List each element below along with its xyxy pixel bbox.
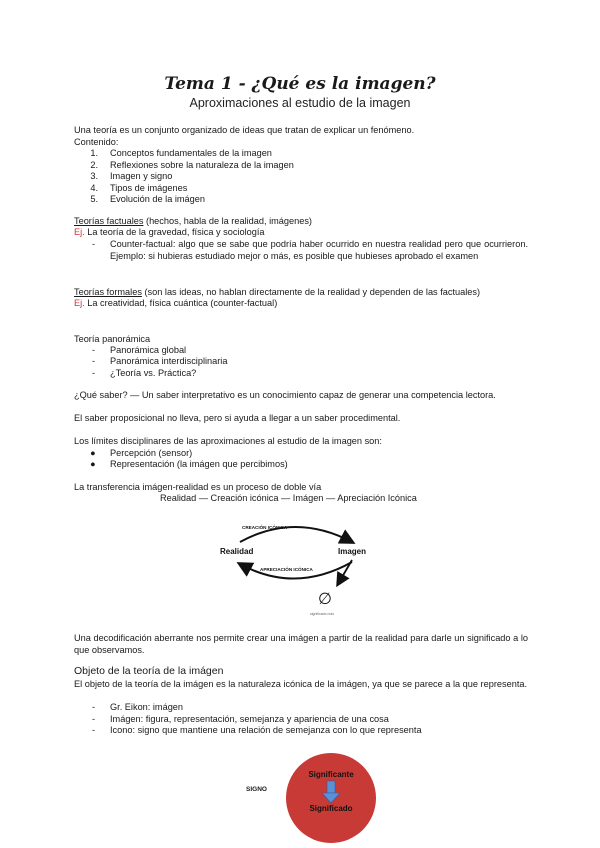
list-item: Icono: signo que mantiene una relación de semejanza con lo que representa — [110, 725, 422, 735]
dash-bullet: - — [92, 702, 96, 712]
null-arrow — [338, 560, 352, 584]
transfer-chain: Realidad — Creación icónica — Imágen — Apreciación Icónica — [160, 493, 417, 503]
sign-diagram — [285, 752, 377, 844]
signifier-label: Significante — [308, 770, 354, 779]
top-arc-label: CREACIÓN ICÓNICA — [242, 525, 288, 530]
formal-heading-line — [74, 287, 480, 299]
transfer-line: La transferencia imágen-realidad es un proceso de doble vía — [74, 482, 322, 492]
list-item: Representación (la imágen que percibimos) — [110, 459, 288, 469]
factual-desc: (hechos, habla de la realidad, imágenes) — [143, 216, 312, 226]
object-text: El objeto de la teoría de la imágen es la naturaleza icónica de la imágen, ya que se parece a la que representa. — [74, 679, 528, 689]
signified-label: Significado — [309, 804, 353, 813]
list-item: Panorámica interdisciplinaria — [110, 356, 228, 366]
list-item: Percepción (sensor) — [110, 448, 193, 458]
page-subtitle: Aproximaciones al estudio de la imagen — [189, 96, 411, 110]
bottom-arc-label: APRECIACIÓN ICÓNICA — [260, 567, 313, 572]
formal-example-text: La creatividad, física cuántica (counter-factual) — [84, 298, 278, 308]
list-number: 2. — [90, 160, 98, 170]
factual-heading: Teorías factuales — [74, 216, 144, 226]
diagram-right-node: Imagen — [338, 547, 367, 556]
list-item: Panorámica global — [110, 345, 187, 355]
intro-text: Una teoría es un conjunto organizado de ideas que tratan de explicar un fenómeno. — [74, 125, 415, 135]
object-heading: Objeto de la teoría de la imágen — [74, 665, 224, 677]
panoramic-heading: Teoría panorámica — [74, 334, 151, 344]
sign-label: SIGNO — [246, 786, 267, 793]
list-item: Evolución de la imágen — [110, 194, 205, 204]
counterfactual-text: Counter-factual: algo que se sabe que podría haber ocurrido en nuestra realidad pero que ocurrieron. Ejemplo: si hubieras estudiado mejor o más, es posible que hubieses aprobado el examen — [110, 239, 528, 261]
formal-heading: Teorías formales — [74, 287, 142, 297]
list-number: 4. — [90, 183, 98, 193]
bullet-dot: ● — [90, 448, 96, 458]
image-reality-diagram — [210, 512, 380, 622]
limits-intro: Los límites disciplinares de las aproximaciones al estudio de la imagen son: — [74, 436, 382, 446]
list-item: Imágen: figura, representación, semejanza y apariencia de una cosa — [110, 714, 389, 724]
list-number: 3. — [90, 171, 98, 181]
dash-bullet: - — [92, 345, 96, 355]
contents-label: Contenido: — [74, 137, 119, 147]
factual-example — [74, 227, 265, 239]
list-number: 5. — [90, 194, 98, 204]
list-item: Reflexiones sobre la naturaleza de la imagen — [110, 160, 294, 170]
dash-bullet: - — [92, 356, 96, 366]
factual-example-text: La teoría de la gravedad, física y sociología — [84, 227, 265, 237]
dash-bullet: - — [92, 368, 96, 378]
example-label: Ej. — [74, 298, 85, 308]
example-label: Ej. — [74, 227, 85, 237]
dash-bullet: - — [92, 239, 96, 249]
formal-desc: (son las ideas, no hablan directamente de la realidad y dependen de las factuales) — [141, 287, 481, 297]
empty-set-icon: ∅ — [318, 591, 332, 608]
bullet-dot: ● — [90, 459, 96, 469]
page-title: Tema 1 - ¿Qué es la imagen? — [164, 74, 436, 94]
diagram-left-node: Realidad — [220, 547, 254, 556]
decod-paragraph: Una decodificación aberrante nos permite crear una imágen a partir de la realidad para darle un significado a lo que observamos. — [74, 633, 528, 655]
dash-bullet: - — [92, 714, 96, 724]
list-item: Gr. Eikon: imágen — [110, 702, 184, 712]
factual-heading-line — [74, 216, 312, 228]
saber-paragraph-2: El saber proposicional no lleva, pero si ayuda a llegar a un saber procedimental. — [74, 413, 401, 423]
list-item: Tipos de imágenes — [110, 183, 188, 193]
dash-bullet: - — [92, 725, 96, 735]
empty-caption: significado nulo — [310, 612, 335, 616]
saber-paragraph: ¿Qué saber? — Un saber interpretativo es un conocimiento capaz de generar una competencia lectora. — [74, 390, 496, 400]
list-number: 1. — [90, 148, 98, 158]
list-item: Imagen y signo — [110, 171, 173, 181]
list-item: ¿Teoría vs. Práctica? — [110, 368, 197, 378]
list-item: Conceptos fundamentales de la imagen — [110, 148, 272, 158]
formal-example — [74, 298, 277, 310]
